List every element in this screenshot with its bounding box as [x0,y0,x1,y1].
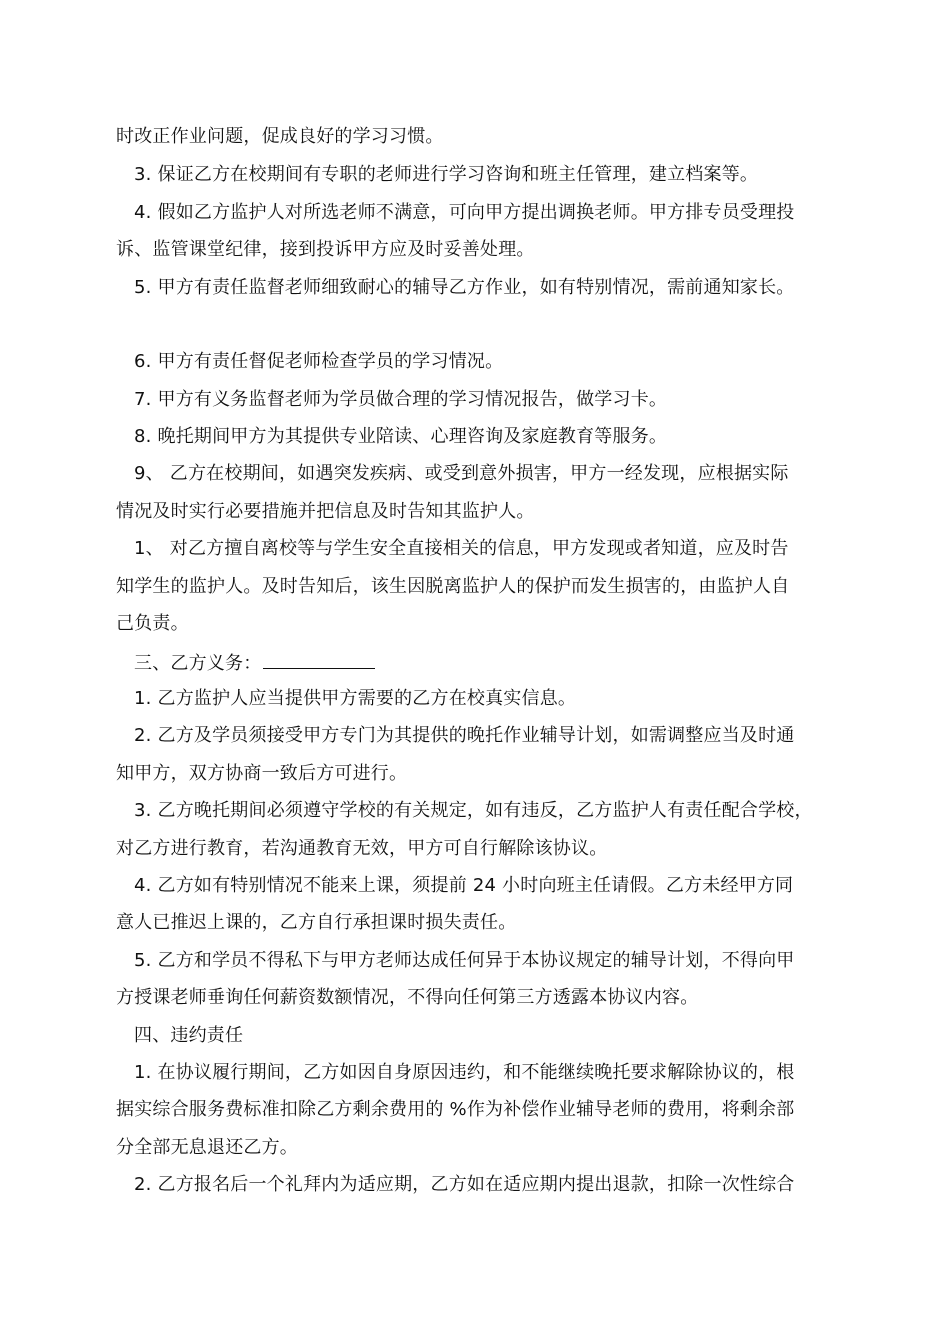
section-heading [134,650,375,676]
text-line: 诉、监管课堂纪律，接到投诉甲方应及时妥善处理。 [116,239,535,260]
text-line: 1. 乙方监护人应当提供甲方需要的乙方在校真实信息。 [134,688,577,709]
text-line: 8. 晚托期间甲方为其提供专业陪读、心理咨询及家庭教育等服务。 [134,426,668,447]
text-line: 5. 乙方和学员不得私下与甲方老师达成任何异于本协议规定的辅导计划，不得向甲 [134,950,795,971]
text-line: 2. 乙方报名后一个礼拜内为适应期，乙方如在适应期内提出退款，扣除一次性综合 [134,1174,795,1195]
fill-in-blank [263,650,375,669]
text-line: 时改正作业问题，促成良好的学习习惯。 [116,126,444,147]
text-line: 知学生的监护人。及时告知后，该生因脱离监护人的保护而发生损害的，由监护人自 [116,576,790,597]
text-line: 1、 对乙方擅自离校等与学生安全直接相关的信息，甲方发现或者知道，应及时告 [134,538,789,559]
text-line: 5. 甲方有责任监督老师细致耐心的辅导乙方作业，如有特别情况，需前通知家长。 [134,277,795,298]
section-heading: 四、违约责任 [134,1025,244,1046]
text-line: 7. 甲方有义务监督老师为学员做合理的学习情况报告，做学习卡。 [134,389,668,410]
text-line: 4. 乙方如有特别情况不能来上课，须提前 24 小时向班主任请假。乙方未经甲方同 [134,875,794,896]
text-line: 3. 保证乙方在校期间有专职的老师进行学习咨询和班主任管理，建立档案等。 [134,164,759,185]
text-line: 分全部无息退还乙方。 [116,1137,298,1158]
text-line: 知甲方，双方协商一致后方可进行。 [116,763,408,784]
text-line: 对乙方进行教育，若沟通教育无效，甲方可自行解除该协议。 [116,838,608,859]
text-line: 情况及时实行必要措施并把信息及时告知其监护人。 [116,501,535,522]
text-line: 2. 乙方及学员须接受甲方专门为其提供的晚托作业辅导计划，如需调整应当及时通 [134,725,795,746]
text-line: 己负责。 [116,613,189,634]
text-line: 9、 乙方在校期间，如遇突发疾病、或受到意外损害，甲方一经发现，应根据实际 [134,463,789,484]
text-line: 意人已推迟上课的，乙方自行承担课时损失责任。 [116,912,517,933]
text-line: 3. 乙方晚托期间必须遵守学校的有关规定，如有违反，乙方监护人有责任配合学校， [134,800,813,821]
text-line: 据实综合服务费标准扣除乙方剩余费用的 %作为补偿作业辅导老师的费用，将剩余部 [116,1099,795,1120]
text-line: 1. 在协议履行期间，乙方如因自身原因违约，和不能继续晚托要求解除协议的，根 [134,1062,795,1083]
text-line: 4. 假如乙方监护人对所选老师不满意，可向甲方提出调换老师。甲方排专员受理投 [134,202,795,223]
text-line: 方授课老师垂询任何薪资数额情况，不得向任何第三方透露本协议内容。 [116,987,699,1008]
section-heading-text: 三、乙方义务： [134,653,262,674]
text-line: 6. 甲方有责任督促老师检查学员的学习情况。 [134,351,504,372]
